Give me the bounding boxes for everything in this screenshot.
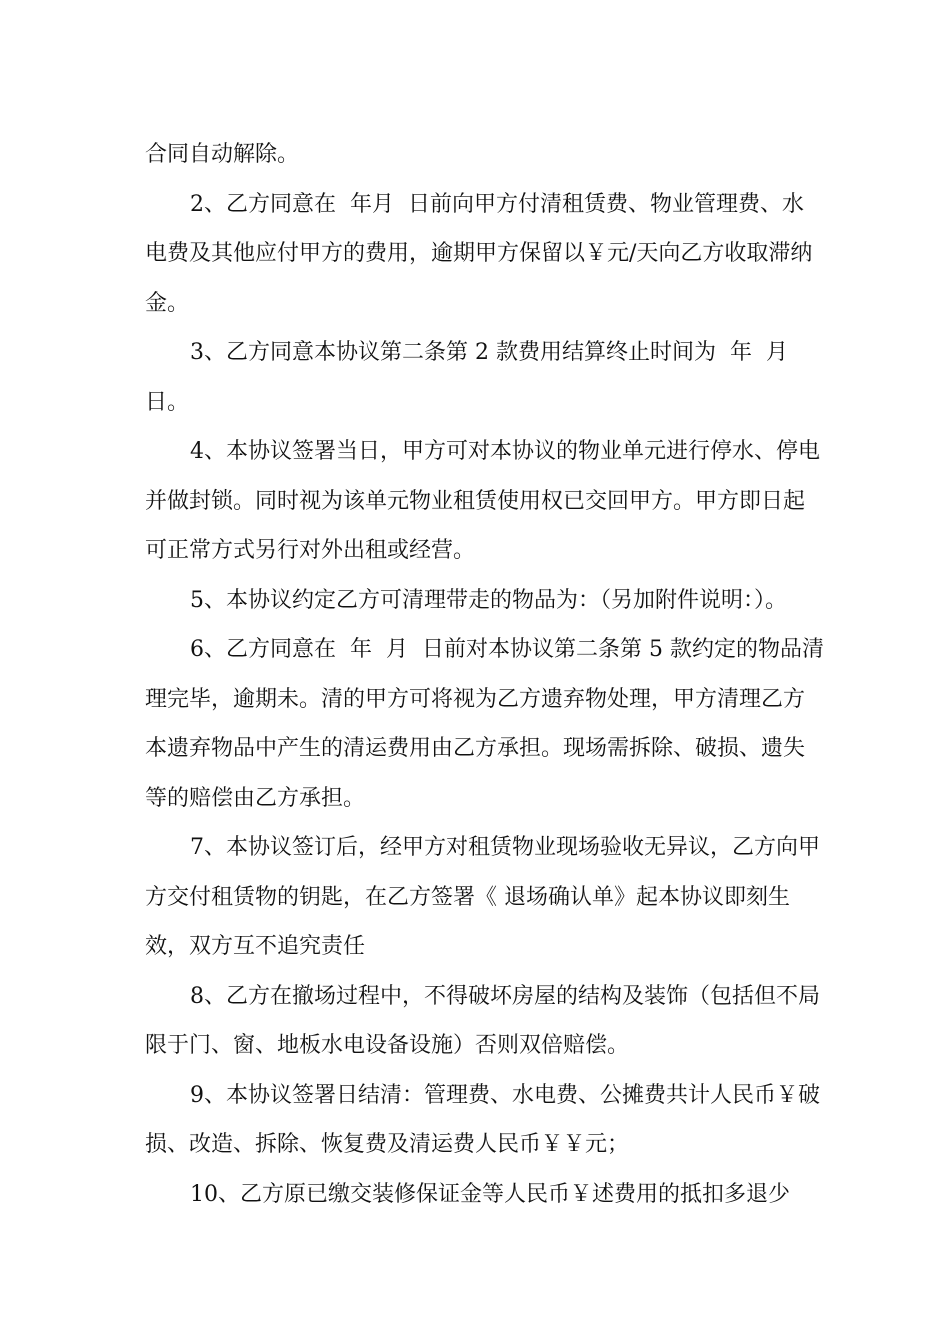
clause-6: 6、乙方同意在 年 月 日前对本协议第二条第 5 款约定的物品清理完毕，逾期未。清的甲方可将视为乙方遗弃物处理，甲方清理乙方本遗弃物品中产生的清运费用由乙方承担。现场需拆除、破损、遗失等的赔偿由乙方承担。 [145, 637, 824, 811]
clause-5: 5、本协议约定乙方可清理带走的物品为：（另加附件说明：）。 [190, 587, 787, 613]
document-body [145, 130, 825, 1219]
clause-2: 2、乙方同意在 年月 日前向甲方付清租赁费、物业管理费、水电费及其他应付甲方的费用，逾期甲方保留以￥元/天向乙方收取滞纳金。 [145, 191, 813, 316]
clause-3: 3、乙方同意本协议第二条第 2 款费用结算终止时间为 年 月日。 [145, 340, 788, 415]
paragraph-continuation: 合同自动解除。 [145, 142, 300, 167]
clause-4: 4、本协议签署当日，甲方可对本协议的物业单元进行停水、停电并做封锁。同时视为该单元物业租赁使用权已交回甲方。甲方即日起可正常方式另行对外出租或经营。 [145, 439, 820, 563]
clause-9: 9、本协议签署日结清：管理费、水电费、公摊费共计人民币￥破损、改造、拆除、恢复费及清运费人民币￥￥元； [145, 1082, 820, 1157]
clause-7: 7、本协议签订后，经甲方对租赁物业现场验收无异议，乙方向甲方交付租赁物的钥匙，在乙方签署《 退场确认单》起本协议即刻生效，双方互不追究责任 [145, 835, 820, 959]
clause-10: 10、乙方原已缴交装修保证金等人民币￥述费用的抵扣多退少 [190, 1181, 790, 1207]
clause-8: 8、乙方在撤场过程中，不得破坏房屋的结构及装饰（包括但不局限于门、窗、地板水电设备设施）否则双倍赔偿。 [145, 983, 820, 1058]
